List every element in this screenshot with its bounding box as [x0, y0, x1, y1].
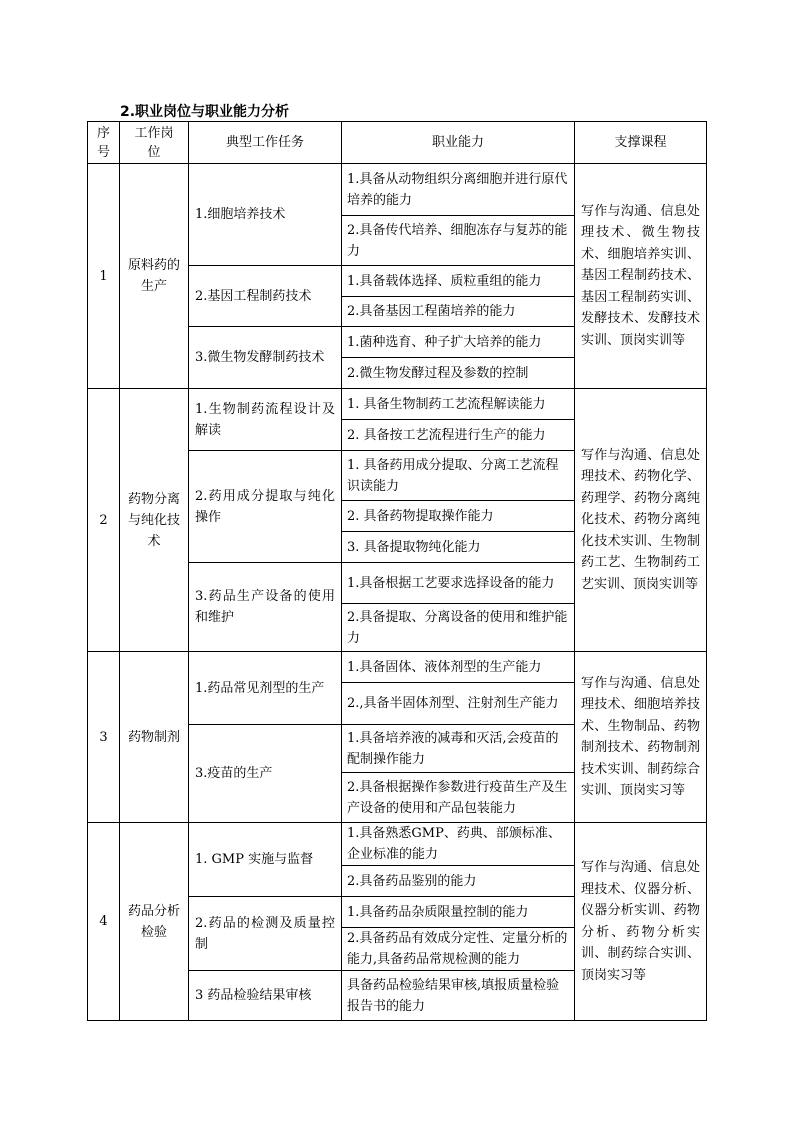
task-name: 2.药品的检测及质量控制 — [189, 897, 342, 971]
header-task: 典型工作任务 — [189, 122, 342, 164]
header-course: 支撑课程 — [575, 122, 707, 164]
row-number: 1 — [88, 164, 120, 389]
task-name: 1. GMP 实施与监督 — [189, 823, 342, 897]
course-cell: 写作与沟通、信息处理技术、细胞培养技术、生物制品、药物制剂技术、药物制剂技术实训、制药综合实训、顶岗实习等 — [575, 652, 707, 823]
course-cell: 写作与沟通、信息处理技术、微生物技术、细胞培养实训、基因工程制药技术、基因工程制药实训、发酵技术、发酵技术实训、顶岗实训等 — [575, 164, 707, 389]
ability-cell: 2.具备药品鉴别的能力 — [342, 866, 575, 897]
post-name: 药物分离与纯化技术 — [120, 389, 189, 652]
course-cell: 写作与沟通、信息处理技术、仪器分析、仪器分析实训、药物分析、药物分析实训、制药综合实训、顶岗实习等 — [575, 823, 707, 1021]
ability-cell: 2.具备药品有效成分定性、定量分析的能力,具备药品常规检测的能力 — [342, 928, 575, 971]
header-post: 工作岗位 — [120, 122, 189, 164]
row-number: 2 — [88, 389, 120, 652]
ability-cell: 1.具备载体选择、质粒重组的能力 — [342, 266, 575, 297]
table-row — [88, 823, 707, 866]
ability-cell: 2. 具备按工艺流程进行生产的能力 — [342, 420, 575, 451]
ability-cell: 具备药品检验结果审核,填报质量检验报告书的能力 — [342, 971, 575, 1021]
ability-cell: 2.具备传代培养、细胞冻存与复苏的能力 — [342, 216, 575, 266]
ability-cell: 2.具备基因工程菌培养的能力 — [342, 297, 575, 327]
task-name: 1.生物制药流程设计及解读 — [189, 389, 342, 451]
task-name: 3.疫苗的生产 — [189, 725, 342, 823]
table-row — [88, 164, 707, 216]
row-number: 3 — [88, 652, 120, 823]
ability-cell: 1.具备从动物组织分离细胞并进行原代培养的能力 — [342, 164, 575, 216]
ability-cell: 1.菌种选育、种子扩大培养的能力 — [342, 327, 575, 358]
ability-cell: 2.具备提取、分离设备的使用和维护能力 — [342, 604, 575, 652]
ability-cell: 2.具备根据操作参数进行疫苗生产及生产设备的使用和产品包装能力 — [342, 773, 575, 823]
ability-table — [87, 121, 707, 1021]
ability-cell: 1. 具备药用成分提取、分离工艺流程识读能力 — [342, 451, 575, 501]
table-row — [88, 389, 707, 420]
header-ability: 职业能力 — [342, 122, 575, 164]
header-row — [88, 122, 707, 164]
course-cell: 写作与沟通、信息处理技术、药物化学、药理学、药物分离纯化技术、药物分离纯化技术实训、生物制药工艺、生物制药工艺实训、顶岗实训等 — [575, 389, 707, 652]
task-name: 2.基因工程制药技术 — [189, 266, 342, 327]
row-number: 4 — [88, 823, 120, 1021]
ability-cell: 2.微生物发酵过程及参数的控制 — [342, 358, 575, 389]
ability-cell: 2.,具备半固体剂型、注射剂生产能力 — [342, 683, 575, 725]
post-name: 原料药的生产 — [120, 164, 189, 389]
ability-cell: 1. 具备生物制药工艺流程解读能力 — [342, 389, 575, 420]
ability-cell: 3. 具备提取物纯化能力 — [342, 532, 575, 563]
task-name: 1.药品常见剂型的生产 — [189, 652, 342, 725]
table-row — [88, 652, 707, 683]
ability-cell: 1.具备根据工艺要求选择设备的能力 — [342, 563, 575, 604]
post-name: 药品分析检验 — [120, 823, 189, 1021]
header-no: 序号 — [88, 122, 120, 164]
ability-cell: 2. 具备药物提取操作能力 — [342, 501, 575, 532]
ability-cell: 1.具备培养液的减毒和灭活,会疫苗的配制操作能力 — [342, 725, 575, 773]
section-title: 2.职业岗位与职业能力分析 — [120, 104, 290, 120]
ability-cell: 1.具备药品杂质限量控制的能力 — [342, 897, 575, 928]
task-name: 3.药品生产设备的使用和维护 — [189, 563, 342, 652]
task-name: 1.细胞培养技术 — [189, 164, 342, 266]
task-name: 2.药用成分提取与纯化操作 — [189, 451, 342, 563]
task-name: 3 药品检验结果审核 — [189, 971, 342, 1021]
post-name: 药物制剂 — [120, 652, 189, 823]
ability-cell: 1.具备熟悉GMP、药典、部颁标准、企业标准的能力 — [342, 823, 575, 866]
ability-cell: 1.具备固体、液体剂型的生产能力 — [342, 652, 575, 683]
task-name: 3.微生物发酵制药技术 — [189, 327, 342, 389]
